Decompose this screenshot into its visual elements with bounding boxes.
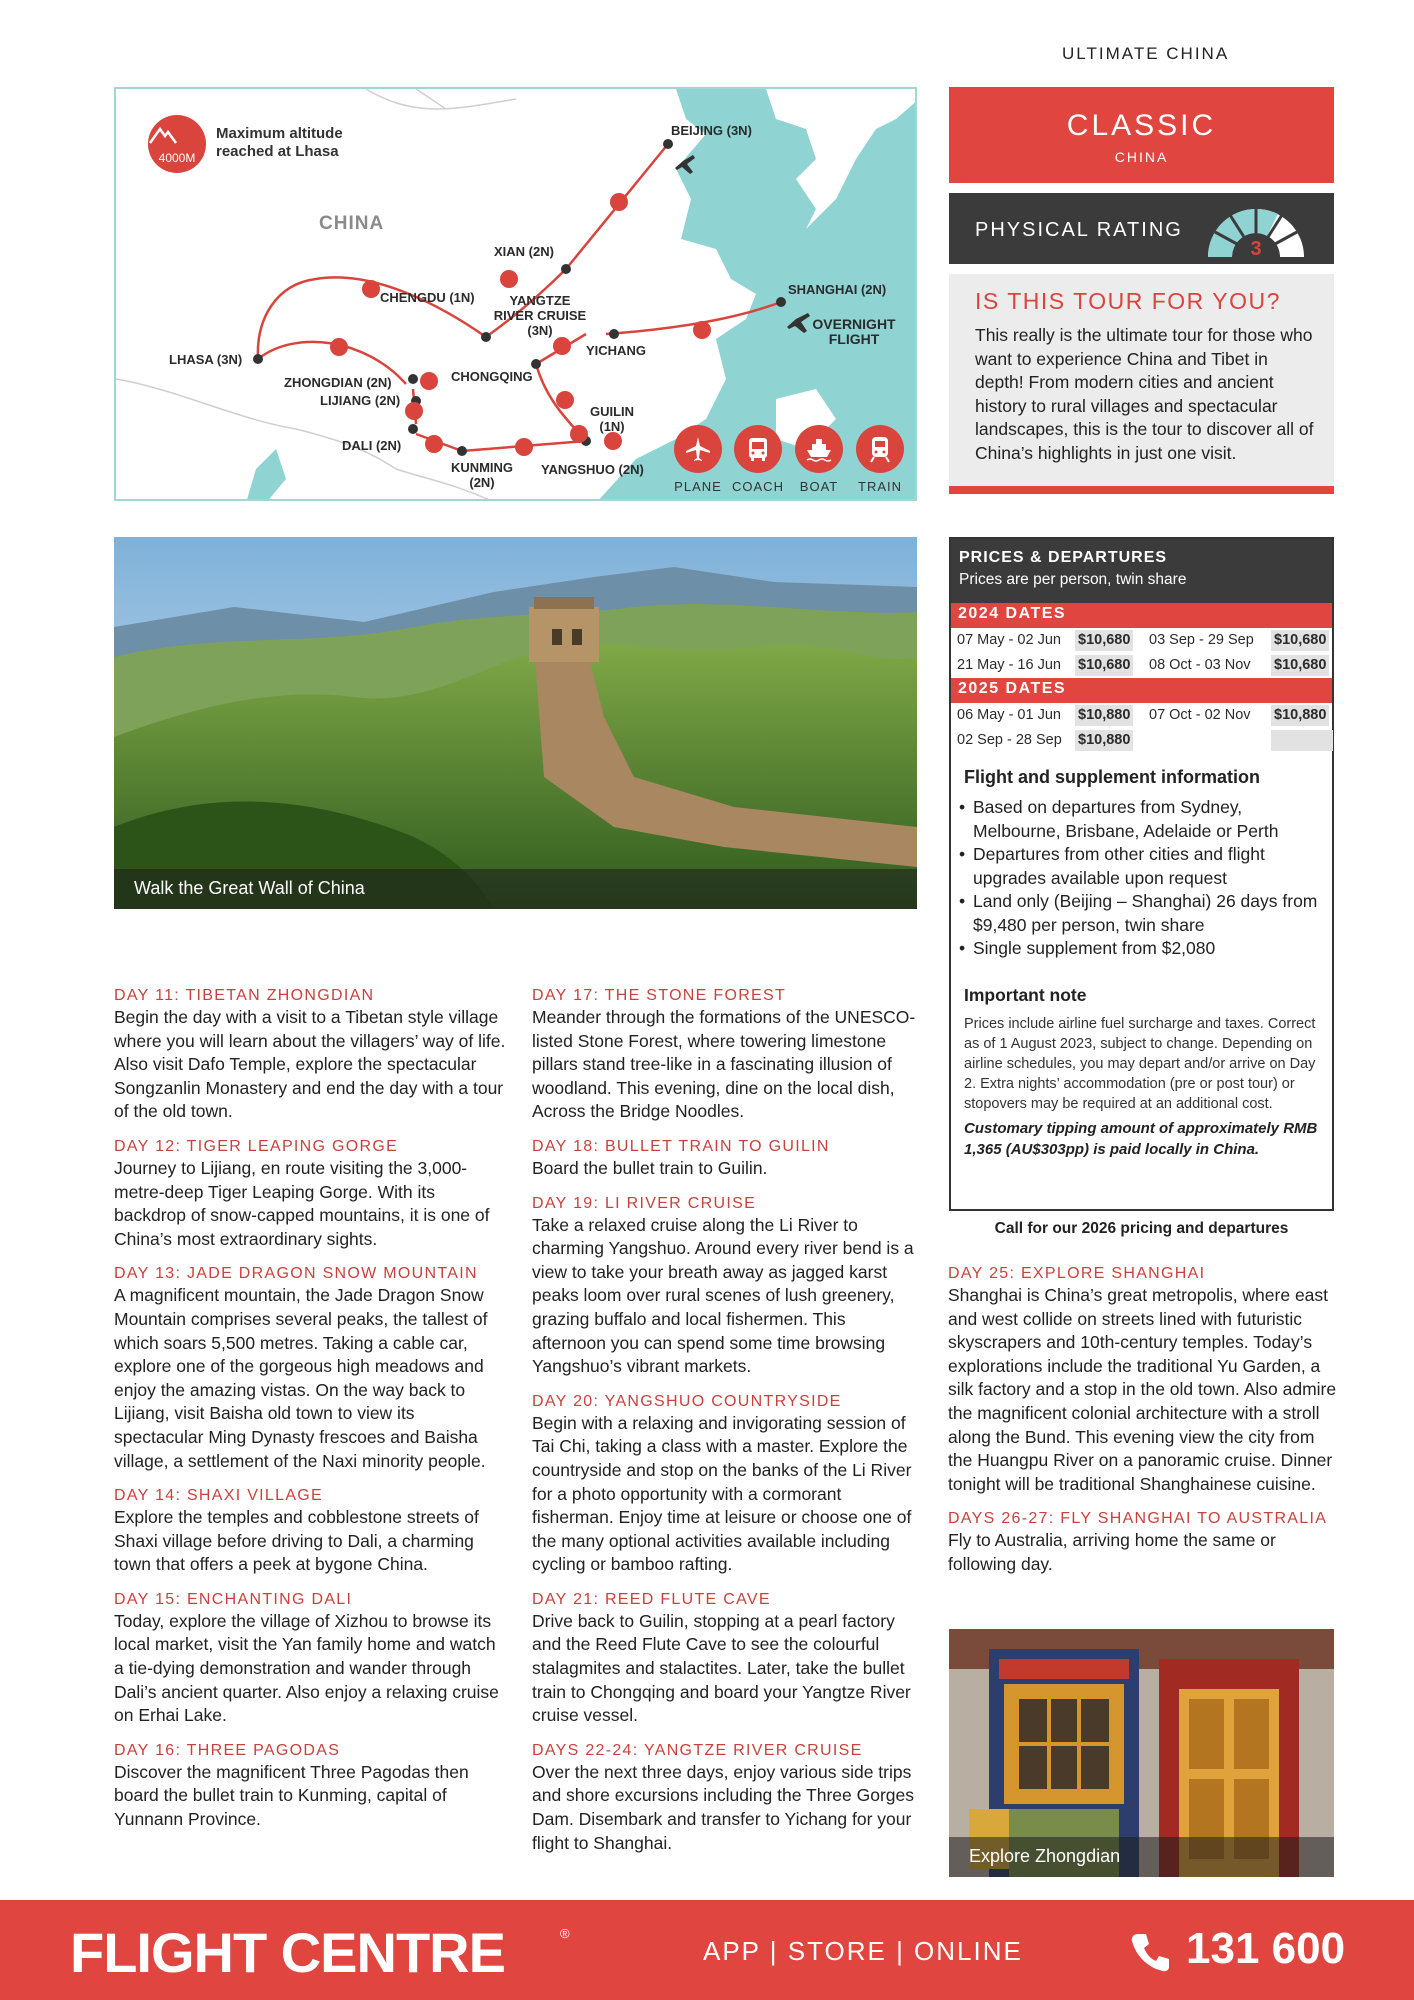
city-label-kunming: KUNMING (2N) (450, 460, 514, 490)
great-wall-caption: Walk the Great Wall of China (114, 869, 917, 909)
day-entry (114, 1740, 506, 1832)
brand-logo: FLIGHT CENTRE (70, 1921, 505, 1984)
day-text: Shanghai is China’s great metropolis, where east and west collide on streets lined with futuristic skyscrapers and 10th-century temples. Today’s explorations include the traditional Yu Garden, a silk factory and a stop in the old town. Also admire the magnificent colonial architecture with a stroll along the Bund. This evening view the city from the Huangpu River on a panoramic cruise. Dinner tonight will be traditional Shanghainese cuisine. (948, 1285, 1337, 1494)
legend-plane: PLANE (665, 425, 731, 494)
zhongdian-caption: Explore Zhongdian (949, 1837, 1334, 1877)
rating-gauge-icon (1200, 197, 1312, 261)
day-text: Board the bullet train to Guilin. (532, 1157, 768, 1178)
tour-style-box (949, 87, 1334, 183)
day-text: Drive back to Guilin, stopping at a pearl factory and the Reed Flute Cave to see the colourful stalagmites and stalactites. Later, take the bullet train to Chongqing and board your Yangtze River cruise vessel. (532, 1610, 911, 1726)
list-item: • Land only (Beijing – Shanghai) 26 days from $9,480 per person, twin share (959, 890, 1332, 937)
day-title: DAY 15: ENCHANTING DALI (114, 1590, 353, 1608)
day-text: Explore the temples and cobblestone streets of Shaxi village before driving to Dali, a charming town that offers a peek at bygone China. (114, 1507, 479, 1575)
year-2025-bar: 2025 DATES (951, 678, 1332, 703)
day-entry (114, 1485, 506, 1577)
day-title: DAY 25: EXPLORE SHANGHAI (948, 1265, 1206, 1282)
city-label-beijing: BEIJING (3N) (671, 123, 752, 138)
itinerary-column-2 (532, 985, 924, 1867)
day-title: DAY 21: REED FLUTE CAVE (532, 1590, 771, 1608)
boat-icon (805, 435, 833, 463)
day-title: DAY 16: THREE PAGODAS (114, 1741, 341, 1759)
bus-icon (744, 435, 772, 463)
flight-supplement-list (959, 796, 1332, 961)
day-title: DAY 20: YANGSHUO COUNTRYSIDE (532, 1392, 842, 1410)
day-text: Over the next three days, enjoy various side trips and shore excursions including the Three Gorges Dam. Disembark and transfer to Yichang for your flight to Shanghai. (532, 1761, 914, 1853)
legend-boat: BOAT (786, 425, 852, 494)
price-row: 07 May - 02 Jun $10,680 03 Sep - 29 Sep $10,680 (951, 628, 1332, 653)
city-label-shanghai: SHANGHAI (2N) (788, 282, 887, 297)
important-note-text: Prices include airline fuel surcharge and taxes. Correct as of 1 August 2023, subject to change. Depending on airline schedules, you may depart and/or arrive on Day 2. Extra nights’ accommodation (pre or post tour) or stopovers may be required at an additional cost. (964, 1015, 1316, 1112)
day-entry (114, 1589, 506, 1728)
physical-rating-bar (949, 193, 1334, 264)
day-text: A magnificent mountain, the Jade Dragon Snow Mountain comprises several peaks, the tallest of which soars 5,500 metres. Taking a cable car, explore one of the gorgeous high meadows and enjoy the amazing vistas. On the way back to Lijiang, visit Baisha old town to view its spectacular Ming Dynasty frescoes and Baisha village, a settlement of the Naxi minority people. (114, 1285, 488, 1471)
day-entry (532, 1589, 924, 1728)
day-text: Fly to Australia, arriving home the same or following day. (948, 1530, 1276, 1574)
altitude-badge: 4000M (148, 115, 206, 173)
prices-heading: PRICES & DEPARTURES (959, 549, 1168, 566)
important-note-heading: Important note (964, 984, 1087, 1005)
city-label-chengdu: CHENGDU (1N) (380, 290, 475, 305)
day-title: DAY 19: LI RIVER CRUISE (532, 1194, 757, 1212)
flight-supplement-heading: Flight and supplement information (964, 767, 1260, 787)
prices-departures-panel (949, 537, 1334, 1211)
day-entry (114, 985, 506, 1124)
day-title: DAY 12: TIGER LEAPING GORGE (114, 1137, 399, 1155)
tour-name: CLASSIC (1066, 109, 1217, 142)
day-title: DAYS 26-27: FLY SHANGHAI TO AUSTRALIA (948, 1510, 1328, 1528)
for-you-heading: IS THIS TOUR FOR YOU? (975, 288, 1281, 314)
great-wall-photo (114, 537, 917, 909)
city-label-yangtze: YANGTZE RIVER CRUISE (3N) (493, 293, 587, 338)
physical-rating-value: 3 (1250, 238, 1262, 260)
itinerary-column-3 (948, 1263, 1338, 1589)
itinerary-column-1 (114, 985, 506, 1844)
day-text: Take a relaxed cruise along the Li River to charming Yangshuo. Around every river bend is a view to take your breath away as jagged karst peaks loom over rural scenes of lush greenery, grazing buffalo and local fishermen. This afternoon you can spend some time browsing Yangshuo’s vibrant markets. (532, 1214, 914, 1377)
legend-train: TRAIN (847, 425, 913, 494)
day-entry (532, 1740, 924, 1855)
list-item: • Single supplement from $2,080 (959, 937, 1332, 961)
city-label-lhasa: LHASA (3N) (169, 352, 243, 367)
price-row: 06 May - 01 Jun $10,880 07 Oct - 02 Nov $10,880 (951, 703, 1332, 728)
city-label-lijiang: LIJIANG (2N) (320, 393, 401, 408)
day-text: Begin the day with a visit to a Tibetan style village where you will learn about the villagers’ way of life. Also visit Dafo Temple, explore the spectacular Songzanlin Monastery and end the day with a tour of the old town. (114, 1007, 506, 1122)
for-you-box (949, 274, 1334, 494)
day-text: Discover the magnificent Three Pagodas then board the bullet train to Kunming, capital of Yunnann Province. (114, 1761, 469, 1830)
day-entry (532, 985, 924, 1124)
tour-region: CHINA (1114, 149, 1169, 165)
city-label-zhongdian: ZHONGDIAN (2N) (284, 375, 392, 390)
day-text: Journey to Lijiang, en route visiting the 3,000-metre-deep Tiger Leaping Gorge. With its backdrop of snow-capped mountains, it is one of China’s most extraordinary sights. (114, 1157, 490, 1249)
section-title: ULTIMATE CHINA (1062, 44, 1230, 63)
overnight-flight-label: OVERNIGHT FLIGHT (812, 316, 896, 347)
phone-number[interactable]: 131 600 (1186, 1924, 1346, 1973)
day-title: DAY 11: TIBETAN ZHONGDIAN (114, 987, 375, 1004)
day-title: DAY 14: SHAXI VILLAGE (114, 1487, 324, 1505)
tipping-note: Customary tipping amount of approximately RMB 1,365 (AU$303pp) is paid locally in China. (964, 1119, 1318, 1158)
price-row: 21 May - 16 Jun $10,680 08 Oct - 03 Nov $10,680 (951, 653, 1332, 678)
day-entry (948, 1508, 1338, 1576)
zhongdian-photo (949, 1629, 1334, 1877)
day-entry (948, 1263, 1338, 1496)
list-item: • Departures from other cities and flight upgrades available upon request (959, 843, 1332, 890)
country-label: CHINA (319, 213, 385, 234)
day-title: DAY 17: THE STONE FOREST (532, 987, 787, 1004)
list-item: • Based on departures from Sydney, Melbourne, Brisbane, Adelaide or Perth (959, 796, 1332, 843)
great-wall-image (114, 537, 917, 909)
day-title: DAYS 22-24: YANGTZE RIVER CRUISE (532, 1741, 863, 1759)
year-2024-bar: 2024 DATES (951, 603, 1332, 628)
call-for-pricing: Call for our 2026 pricing and departures (994, 1220, 1289, 1237)
city-label-guilin: GUILIN (1N) (589, 404, 635, 434)
city-label-dali: DALI (2N) (342, 438, 402, 453)
plane-icon (684, 435, 712, 463)
day-entry (532, 1193, 924, 1379)
route-map (114, 87, 917, 501)
phone-icon (1128, 1930, 1172, 1974)
day-title: DAY 13: JADE DRAGON SNOW MOUNTAIN (114, 1265, 478, 1283)
prices-subheading: Prices are per person, twin share (959, 571, 1187, 588)
day-entry (532, 1136, 924, 1181)
legend-coach: COACH (725, 425, 791, 494)
train-icon (866, 435, 894, 463)
city-label-chongqing: CHONGQING (451, 369, 533, 384)
day-entry (114, 1136, 506, 1251)
mountain-icon (148, 125, 178, 145)
day-entry (114, 1263, 506, 1473)
footer-banner (0, 1900, 1414, 2000)
registered-mark: ® (560, 1926, 570, 1941)
city-label-xian: XIAN (2N) (494, 244, 554, 259)
day-text: Begin with a relaxing and invigorating session of Tai Chi, taking a class with a master. Explore the countryside and stop on the banks of the Li River for a photo opportunity with a cormorant fisherman. Enjoy time at leisure or choose one of the many optional activities available including cycling or bamboo rafting. (532, 1412, 912, 1575)
day-entry (532, 1391, 924, 1577)
physical-rating-label: PHYSICAL RATING (975, 219, 1183, 241)
city-label-yangshuo: YANGSHUO (2N) (541, 462, 644, 477)
for-you-text: This really is the ultimate tour for those who want to experience China and Tibet in depth! From modern cities and ancient history to rural villages and spectacular landscapes, this is the tour to discover all of China’s highlights in just one visit. (975, 325, 1314, 463)
day-text: Today, explore the village of Xizhou to browse its local market, visit the Yan family home and watch a tie-dying demonstration and wander through Dali’s ancient quarter. Also enjoy a relaxing cruise on Erhai Lake. (114, 1610, 499, 1726)
day-text: Meander through the formations of the UNESCO-listed Stone Forest, where towering limestone pillars stand tree-like in a fascinating illusion of woodland. This evening, dine on the local dish, Across the Bridge Noodles. (532, 1007, 916, 1122)
altitude-text: Maximum altitude reached at Lhasa (216, 125, 343, 160)
contact-channels[interactable]: APP | STORE | ONLINE (703, 1936, 1023, 1966)
prices-header (951, 539, 1332, 603)
city-label-yichang: YICHANG (586, 343, 646, 358)
day-title: DAY 18: BULLET TRAIN TO GUILIN (532, 1137, 830, 1155)
price-row: 02 Sep - 28 Sep $10,880 (951, 728, 1332, 753)
